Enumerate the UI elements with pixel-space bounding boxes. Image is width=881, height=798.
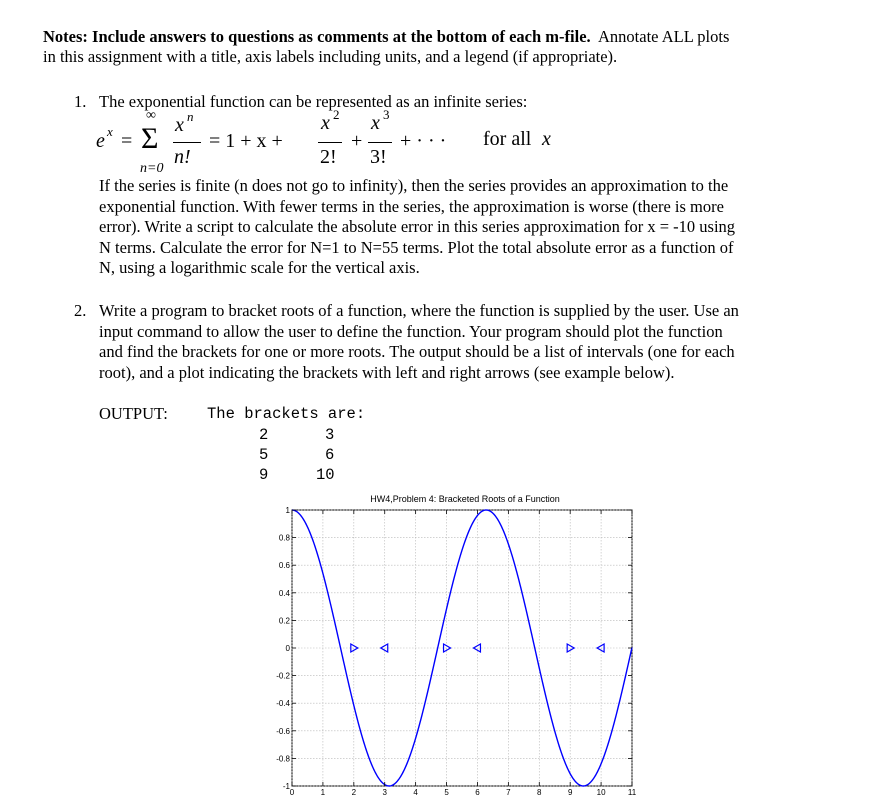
q2-number: 2. — [74, 301, 87, 320]
notes-line2: in this assignment with a title, axis labels including units, and a legend (if appropriate). — [43, 47, 618, 66]
frac-den: n! — [174, 146, 191, 168]
chart-title: HW4,Problem 4: Bracketed Roots of a Function — [370, 494, 560, 504]
x-tick-label: 10 — [596, 788, 606, 795]
frac-num-sup: n — [187, 109, 194, 124]
q1-line: exponential function. With fewer terms in the series, the approximation is worse (there is more — [99, 196, 724, 216]
x-tick-label: 3 — [382, 788, 387, 795]
x-tick-label: 9 — [567, 788, 573, 795]
output-label: OUTPUT: — [99, 404, 168, 423]
f3-sup: 3 — [383, 107, 390, 122]
y-tick-label: 0 — [285, 644, 290, 653]
q1-body — [99, 176, 819, 279]
x-tick-label: 5 — [444, 788, 449, 795]
f3-den: 3! — [370, 146, 387, 168]
y-tick-label: 0.8 — [278, 533, 290, 543]
q1-line: N, using a logarithmic scale for the vertical axis. — [99, 258, 420, 277]
notes-bold: Notes: Include answers to questions as comments at the bottom of each m-file. — [43, 27, 591, 46]
output-row-right: 10 — [316, 466, 335, 484]
y-tick-label: 1 — [285, 506, 290, 515]
series-formula: e x = ∞ Σ n=0 x n n! = 1 + x + x 2 2! + x 3 3! + · · · for all x — [96, 107, 551, 176]
y-tick-label: -0.6 — [276, 726, 290, 736]
frac-num: x — [175, 114, 184, 136]
x-tick-label: 0 — [289, 788, 295, 795]
x-tick-label: 2 — [351, 788, 357, 795]
output-row-left: 9 — [259, 466, 269, 484]
output-row-right: 6 — [325, 446, 335, 464]
sum-bottom: n=0 — [140, 161, 164, 176]
x-tick-label: 4 — [413, 788, 418, 795]
formula-lhs: e — [96, 130, 105, 152]
q1-number: 1. — [74, 92, 87, 111]
q1-line: error). Write a script to calculate the absolute error in this series approximation for x = -10 using — [99, 217, 736, 236]
y-tick-label: -1 — [282, 782, 290, 791]
x-tick-label: 1 — [320, 788, 326, 795]
q1-intro: The exponential function can be represented as an infinite series: — [99, 92, 528, 111]
bracket-roots-chart — [260, 485, 650, 795]
f2-den: 2! — [320, 146, 337, 168]
q2-line: Write a program to bracket roots of a function, where the function is supplied by the user. Use an — [99, 301, 739, 320]
formula-plus: + — [351, 130, 363, 152]
x-tick-label: 7 — [506, 788, 511, 795]
y-tick-label: -0.4 — [276, 699, 290, 709]
y-tick-label: 0.2 — [278, 616, 290, 626]
q2-line: root), and a plot indicating the brackets with left and right arrows (see example below). — [99, 362, 675, 382]
q1-line: If the series is finite (n does not go to infinity), then the series provides an approximation to the — [99, 176, 729, 195]
sum-top: ∞ — [146, 108, 156, 123]
formula-lhs-sup: x — [107, 124, 113, 139]
x-tick-label: 8 — [537, 788, 542, 795]
f2-sup: 2 — [333, 107, 340, 122]
formula-forall: for all — [483, 128, 532, 150]
notes-paragraph — [43, 27, 843, 67]
output-row-left: 2 — [259, 426, 269, 444]
q2-line: input command to allow the user to define the function. Your program should plot the function — [99, 321, 723, 341]
f2-num: x — [321, 112, 330, 134]
notes-rest: Annotate ALL plots — [598, 27, 730, 46]
output-row-left: 5 — [259, 446, 269, 464]
y-tick-label: -0.2 — [276, 671, 290, 681]
formula-mid: = 1 + x + — [209, 130, 283, 152]
formula-tail: + · · · — [400, 130, 447, 152]
y-tick-label: -0.8 — [276, 754, 290, 764]
x-tick-label: 6 — [475, 788, 480, 795]
q2-body — [99, 301, 819, 383]
f3-num: x — [371, 112, 380, 134]
output-row-right: 3 — [325, 426, 335, 444]
sigma-symbol: Σ — [141, 122, 159, 155]
q1-line: N terms. Calculate the error for N=1 to N=55 terms. Plot the total absolute error as a function of — [99, 237, 734, 257]
y-tick-label: 0.6 — [278, 561, 290, 571]
q2-line: and find the brackets for one or more roots. The output should be a list of intervals (one for each — [99, 342, 735, 361]
output-header: The brackets are: — [207, 405, 366, 423]
x-tick-label: 11 — [627, 788, 637, 795]
formula-forall-var: x — [542, 128, 551, 150]
y-tick-label: 0.4 — [278, 588, 290, 598]
